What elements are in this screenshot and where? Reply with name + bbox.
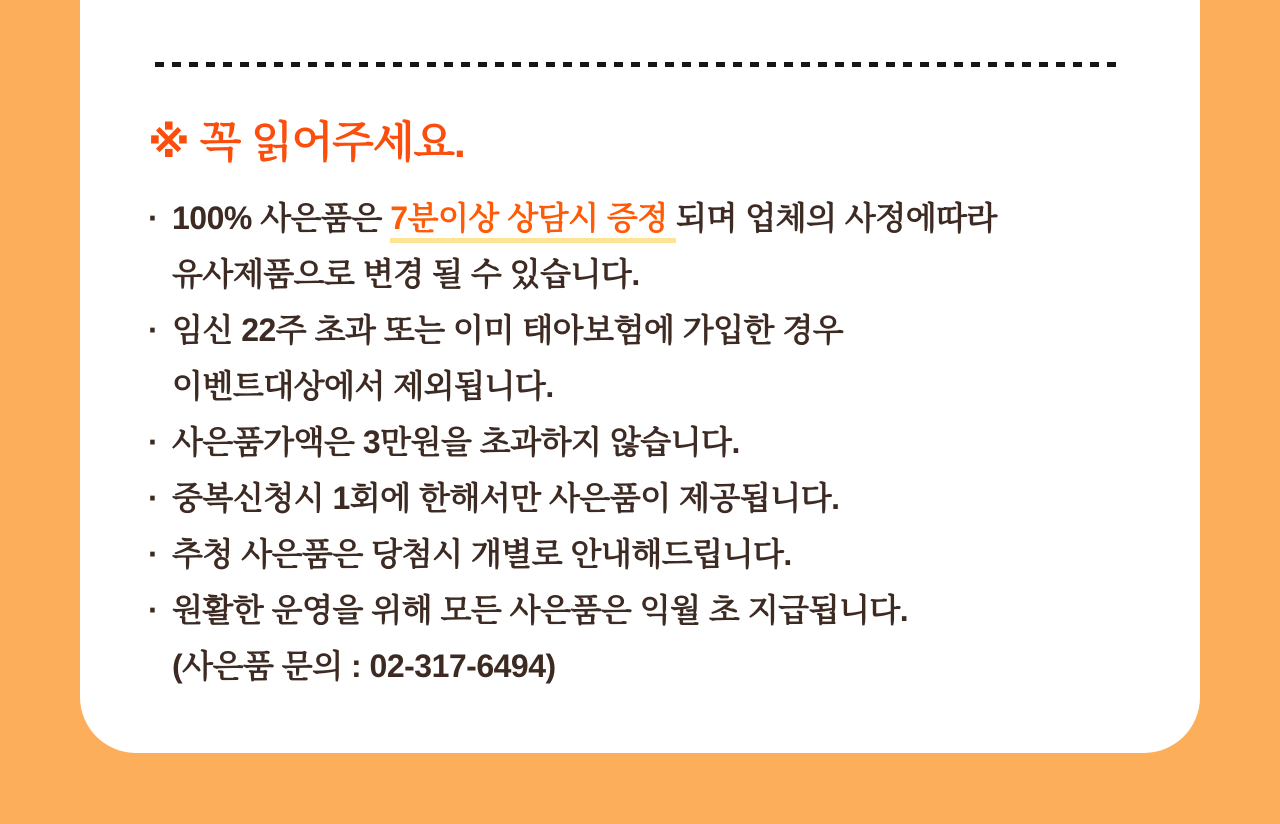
bullet-dot: · [148, 480, 159, 516]
bullet-dot: · [148, 312, 159, 348]
notice-line [172, 638, 1148, 694]
notice-text: 100% 사은품은 [172, 200, 391, 236]
notice-line [172, 526, 1148, 582]
notice-text: 이벤트대상에서 제외됩니다. [172, 368, 554, 404]
notice-text: 되며 업체의 사정에따라 [676, 200, 997, 236]
notice-line [172, 302, 1148, 358]
notice-item [148, 470, 1148, 526]
notice-text: 사은품가액은 3만원을 초과하지 않습니다. [172, 424, 740, 460]
notice-line [172, 358, 1148, 414]
notice-line [172, 414, 1148, 470]
notice-line [172, 190, 1148, 246]
notice-title: ※ 꼭 읽어주세요. [148, 119, 465, 167]
notice-item [148, 190, 1148, 302]
highlighted-text: 7분이상 상담시 증정 [390, 200, 676, 243]
notice-card [80, 0, 1200, 753]
notice-line [172, 246, 1148, 302]
dashed-divider [155, 62, 1118, 67]
bullet-dot: · [148, 592, 159, 628]
notice-text: 추청 사은품은 당첨시 개별로 안내해드립니다. [172, 536, 792, 572]
notice-item [148, 302, 1148, 414]
notice-list [148, 190, 1148, 694]
notice-line [172, 470, 1148, 526]
notice-item [148, 526, 1148, 582]
bullet-dot: · [148, 424, 159, 460]
notice-text: 원활한 운영을 위해 모든 사은품은 익월 초 지급됩니다. [172, 592, 909, 628]
notice-text: 중복신청시 1회에 한해서만 사은품이 제공됩니다. [172, 480, 840, 516]
bullet-dot: · [148, 200, 159, 236]
notice-item [148, 582, 1148, 694]
notice-item [148, 414, 1148, 470]
bullet-dot: · [148, 536, 159, 572]
notice-text: 임신 22주 초과 또는 이미 태아보험에 가입한 경우 [172, 312, 844, 348]
notice-line [172, 582, 1148, 638]
notice-text: 유사제품으로 변경 될 수 있습니다. [172, 256, 640, 292]
notice-text: (사은품 문의 : 02-317-6494) [172, 648, 556, 684]
